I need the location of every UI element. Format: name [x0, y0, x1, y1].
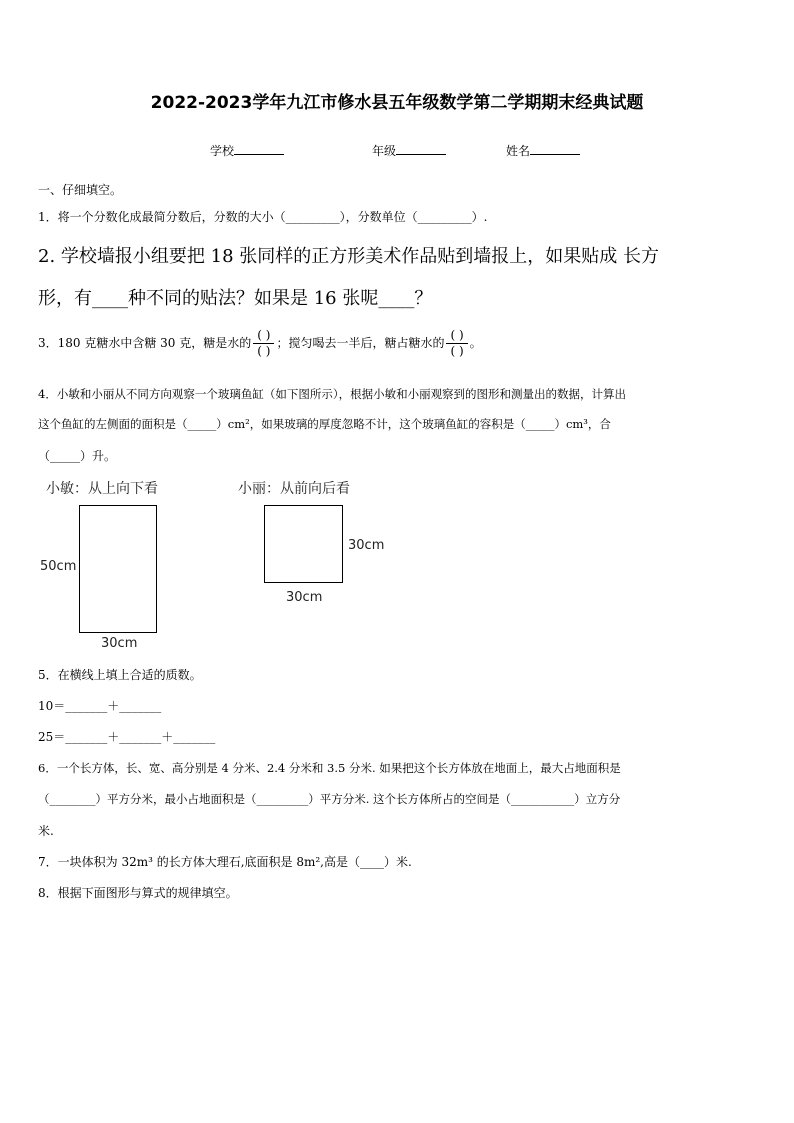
fraction-blank-1[interactable]: $\frac{( )}{( )}$ — [253, 328, 274, 359]
question-8: 8．根据下面图形与算式的规律填空。 — [38, 886, 238, 900]
question-1: 1．将一个分数化成最简分数后，分数的大小（_________），分数单位（_________）. — [38, 210, 488, 224]
school-blank[interactable] — [234, 141, 284, 155]
grade-label: 年级 — [372, 144, 397, 158]
front-view-width-label: 30cm — [286, 590, 323, 605]
question-3-text-2: ；搅匀喝去一半后，糖占糖水的 — [276, 336, 445, 350]
question-7: 7．一块体积为 32m³ 的长方体大理石,底面积是 8m²,高是（____）米. — [38, 855, 412, 869]
top-view-width-label: 30cm — [101, 636, 138, 651]
question-4-line-2: 这个鱼缸的左侧面的面积是（_____）cm²，如果玻璃的厚度忽略不计，这个玻璃鱼缸的容积是（_____）cm³，合 — [38, 417, 611, 431]
question-4-line-1: 4．小敏和小丽从不同方向观察一个玻璃鱼缸（如下图所示），根据小敏和小丽观察到的图形和测量出的数据，计算出 — [38, 387, 627, 401]
section-heading: 一、仔细填空。 — [38, 183, 123, 197]
front-view-square — [264, 505, 343, 583]
question-6-line-3: 米. — [38, 824, 54, 838]
front-view-height-label: 30cm — [348, 538, 385, 553]
question-5-equation-2: 25＝_______＋_______＋_______ — [38, 730, 216, 744]
top-view-rectangle — [79, 505, 157, 633]
question-6-line-2: （________）平方分米，最小占地面积是（_________）平方分米. 这个长方体所占的空间是（___________）立方分 — [38, 792, 621, 806]
school-label: 学校 — [210, 144, 235, 158]
name-blank[interactable] — [530, 141, 580, 155]
question-6-line-1: 6．一个长方体，长、宽、高分别是 4 分米、2.4 分米和 3.5 分米. 如果把这个长方体放在地面上，最大占地面积是 — [38, 761, 621, 775]
question-4-line-3: （_____）升。 — [38, 449, 117, 463]
xiaomin-view-label: 小敏：从上向下看 — [46, 481, 158, 497]
top-view-height-label: 50cm — [40, 559, 77, 574]
question-2-line-1: 2. 学校墙报小组要把 18 张同样的正方形美术作品贴到墙报上，如果贴成 长方 — [38, 246, 659, 267]
grade-field — [372, 141, 446, 159]
name-label: 姓名 — [506, 144, 531, 158]
xiaoli-view-label: 小丽：从前向后看 — [238, 481, 350, 497]
name-field — [506, 141, 580, 159]
question-5: 5．在横线上填上合适的质数。 — [38, 668, 202, 682]
page-title: 2022-2023学年九江市修水县五年级数学第二学期期末经典试题 — [150, 93, 644, 113]
fraction-blank-2[interactable]: $\frac{( )}{( )}$ — [446, 328, 467, 359]
grade-blank[interactable] — [396, 141, 446, 155]
question-3 — [38, 328, 482, 359]
school-field — [210, 141, 284, 159]
question-5-equation-1: 10＝_______＋_______ — [38, 699, 162, 713]
question-3-text-1: 3．180 克糖水中含糖 30 克，糖是水的 — [38, 336, 252, 350]
question-3-text-3: 。 — [469, 336, 482, 350]
question-2-line-2: 形，有____种不同的贴法？如果是 16 张呢____？ — [38, 288, 433, 309]
